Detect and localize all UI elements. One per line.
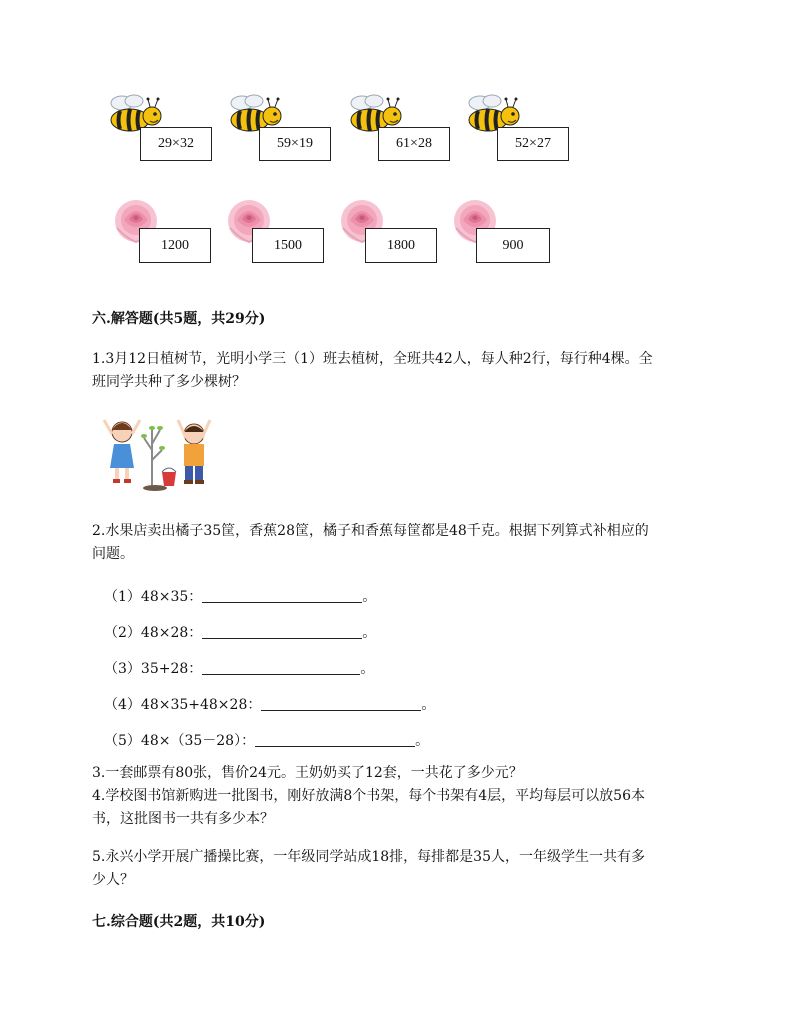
question-2 <box>92 520 649 566</box>
sub-question-end: 。 <box>421 697 436 713</box>
answer-blank[interactable] <box>202 624 362 639</box>
expression-box: 29×32 <box>140 127 212 161</box>
answer-blank[interactable] <box>202 660 360 675</box>
question-2-sub-3 <box>104 658 374 678</box>
sub-question-end: 。 <box>362 589 377 605</box>
sub-question-label: （4）48×35+48×28： <box>104 697 262 713</box>
answer-blank[interactable] <box>202 588 362 603</box>
value-box: 1800 <box>365 228 437 263</box>
sub-question-end: 。 <box>415 733 430 749</box>
sub-question-end: 。 <box>360 661 375 677</box>
sub-question-label: （5）48×（35－28）： <box>104 733 256 749</box>
sub-question-label: （2）48×28： <box>104 625 203 641</box>
question-1-line-2: 班同学共种了多少棵树？ <box>92 374 246 390</box>
question-2-sub-1 <box>104 586 376 606</box>
question-5 <box>92 846 645 892</box>
expression-box: 61×28 <box>378 127 450 161</box>
question-2-sub-5 <box>104 730 429 750</box>
question-2-sub-2 <box>104 622 376 642</box>
question-4 <box>92 785 645 831</box>
question-2-line-1: 2.水果店卖出橘子35筐，香蕉28筐，橘子和香蕉每筐都是48千克。根据下列算式补相应的 <box>92 523 649 539</box>
expression-box: 52×27 <box>497 127 569 161</box>
value-box: 1200 <box>139 228 211 263</box>
question-2-line-2: 问题。 <box>92 546 134 562</box>
section-7-title: 七.综合题(共2题，共10分) <box>92 914 266 930</box>
question-1-line-1: 1.3月12日植树节，光明小学三（1）班去植树，全班共42人，每人种2行，每行种4棵。全 <box>92 351 653 367</box>
question-1 <box>92 348 653 394</box>
section-6-title: 六.解答题(共5题，共29分) <box>92 311 266 327</box>
question-5-line-1: 5.永兴小学开展广播操比赛，一年级同学站成18排，每排都是35人，一年级学生一共有多 <box>92 849 645 865</box>
question-4-line-2: 书，这批图书一共有多少本？ <box>92 811 274 827</box>
answer-blank[interactable] <box>255 732 415 747</box>
sub-question-label: （1）48×35： <box>104 589 203 605</box>
children-planting-tree-illustration <box>100 410 220 494</box>
value-box: 1500 <box>252 228 324 263</box>
question-3: 3.一套邮票有80张，售价24元。王奶奶买了12套，一共花了多少元？ <box>92 765 523 781</box>
answer-blank[interactable] <box>261 696 421 711</box>
sub-question-label: （3）35+28： <box>104 661 203 677</box>
question-2-sub-4 <box>104 694 435 714</box>
expression-box: 59×19 <box>259 127 331 161</box>
value-box: 900 <box>476 228 550 263</box>
sub-question-end: 。 <box>362 625 377 641</box>
question-5-line-2: 少人？ <box>92 872 134 888</box>
question-4-line-1: 4.学校图书馆新购进一批图书，刚好放满8个书架，每个书架有4层，平均每层可以放56本 <box>92 788 645 804</box>
